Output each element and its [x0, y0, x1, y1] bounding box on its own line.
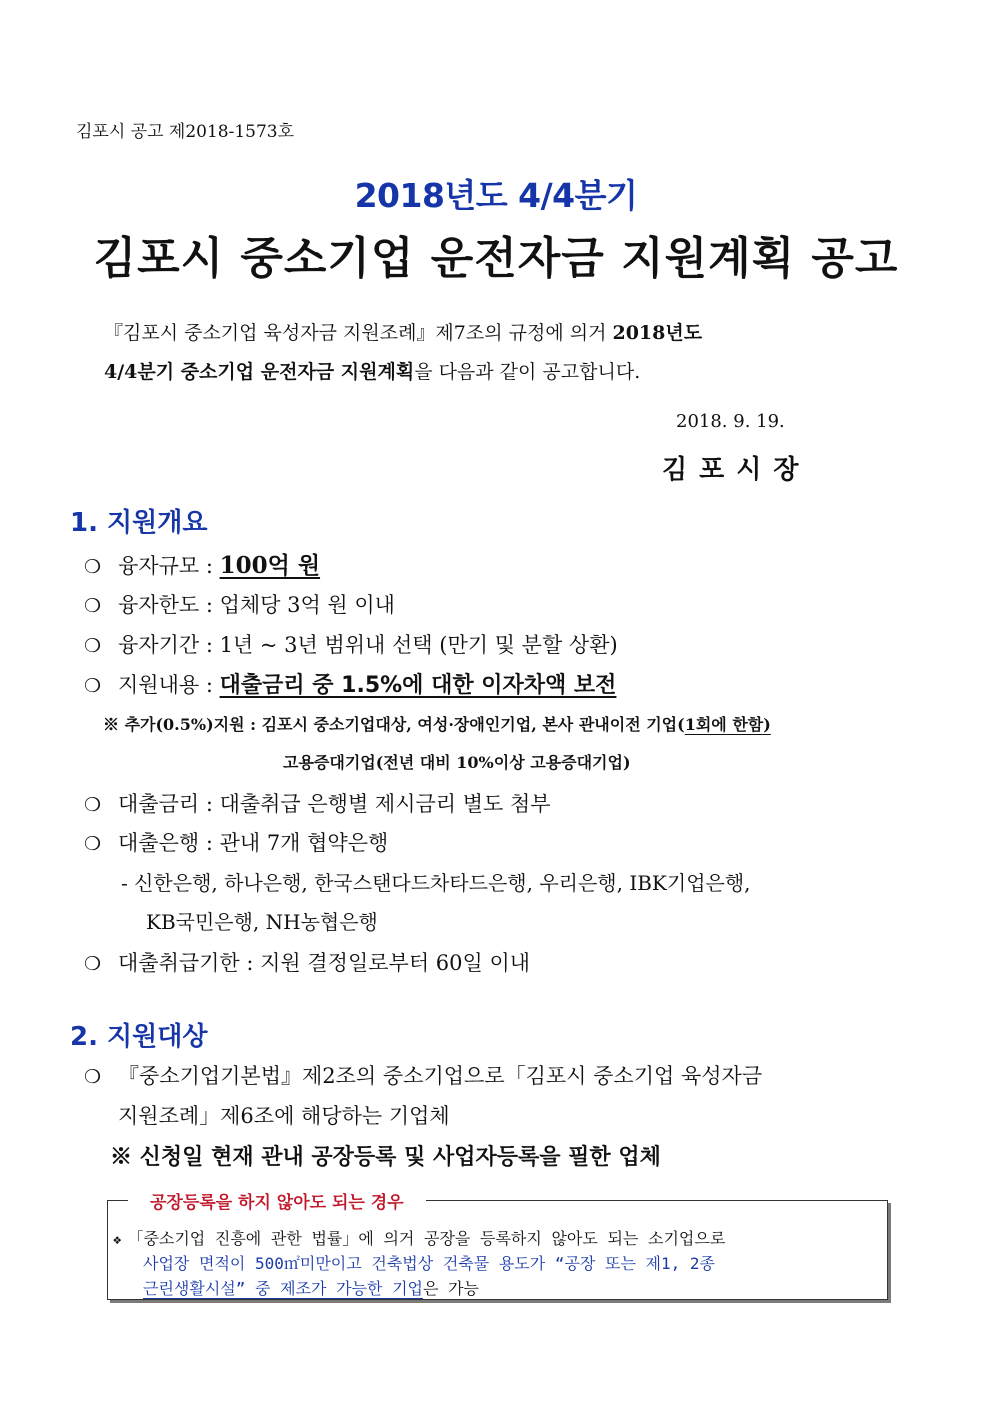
intro-line-2 [104, 357, 640, 384]
intro-plan-name: 4/4분기 중소기업 운전자금 지원계획 [104, 361, 415, 383]
intro-line-1 [104, 318, 702, 345]
item-loan-period [84, 629, 618, 659]
item-text: 『중소기업기본법』제2조의 중소기업으로「김포시 중소기업 육성자금 [118, 1064, 763, 1088]
loan-scale-value: 100억 원 [219, 552, 321, 579]
notice-number: 김포시 공고 제2018-1573호 [76, 122, 295, 142]
support-content-value: 대출금리 중 1.5%에 대한 이자차액 보전 [219, 673, 617, 698]
item-text: 대출금리 : 대출취급 은행별 제시금리 별도 첨부 [118, 792, 551, 816]
intro-text: 『김포시 중소기업 육성자금 지원조례』제7조의 규정에 의거 [104, 322, 613, 344]
item-label: 지원내용 : [118, 673, 220, 697]
page-title: 김포시 중소기업 운전자금 지원계획 공고 [93, 233, 899, 284]
item-loan-scale [84, 547, 320, 580]
item-loan-deadline [84, 947, 530, 977]
extra-support-limit: 1회에 한함) [684, 715, 771, 734]
intro-year: 2018년도 [612, 322, 703, 344]
bullet-icon: ❍ [84, 675, 102, 697]
bullet-icon: ❍ [84, 833, 102, 855]
bullet-icon: ❍ [84, 556, 102, 578]
section-2-title: 2. 지원대상 [70, 1022, 208, 1052]
item-loan-banks [84, 827, 388, 857]
exception-box-title: 공장등록을 하지 않아도 되는 경우 [128, 1188, 426, 1213]
notice-date: 2018. 9. 19. [676, 411, 785, 432]
bullet-icon: ❍ [84, 953, 102, 975]
title-period: 2018년도 4/4분기 [354, 176, 638, 215]
item-loan-rate [84, 788, 551, 818]
bullet-icon: ❍ [84, 1066, 102, 1088]
bank-list-line-2: KB국민은행, NH농협은행 [146, 910, 378, 934]
exception-text-end: 은 가능 [423, 1279, 480, 1298]
exception-text: 「중소기업 진흥에 관한 법률」에 의거 공장을 등록하지 않아도 되는 소기업으로 [127, 1229, 726, 1248]
item-target [84, 1060, 762, 1090]
exception-line-1 [113, 1226, 725, 1249]
item-loan-limit [84, 589, 395, 619]
bullet-icon: ❍ [84, 595, 102, 617]
bullet-icon: ❍ [84, 635, 102, 657]
section-1-title: 1. 지원개요 [70, 508, 208, 538]
item-text: 대출은행 : 관내 7개 협약은행 [118, 831, 389, 855]
registration-note: ※ 신청일 현재 관내 공장등록 및 사업자등록을 필한 업체 [110, 1144, 661, 1170]
item-text: 융자기간 : 1년 ~ 3년 범위내 선택 (만기 및 분할 상환) [118, 633, 618, 657]
diamond-bullet-icon: ❖ [113, 1232, 122, 1248]
issuer: 김포시장 [662, 455, 811, 485]
item-text: 대출취급기한 : 지원 결정일로부터 60일 이내 [118, 951, 531, 975]
extra-support-note-2: 고용증대기업(전년 대비 10%이상 고용증대기업) [283, 753, 631, 772]
extra-support-note [103, 712, 771, 735]
item-label: 융자규모 : [118, 554, 220, 578]
intro-text-end: 을 다음과 같이 공고합니다. [414, 361, 641, 383]
bullet-icon: ❍ [84, 794, 102, 816]
exception-highlight: 근린생활시설” 중 제조가 가능한 기업 [143, 1279, 424, 1298]
item-support-content [84, 668, 616, 699]
bank-list-line-1: - 신한은행, 하나은행, 한국스탠다드차타드은행, 우리은행, IBK기업은행, [121, 871, 751, 895]
item-target-line-2: 지원조례」제6조에 해당하는 기업체 [118, 1104, 450, 1128]
item-text: 융자한도 : 업체당 3억 원 이내 [118, 593, 395, 617]
exception-line-2: 사업장 면적이 500㎡미만이고 건축법상 건축물 용도가 “공장 또는 제1, 2종 [143, 1254, 715, 1273]
exception-line-3 [143, 1276, 479, 1299]
extra-support-text: ※ 추가(0.5%)지원 : 김포시 중소기업대상, 여성·장애인기업, 본사 관내이전 기업( [103, 715, 685, 734]
